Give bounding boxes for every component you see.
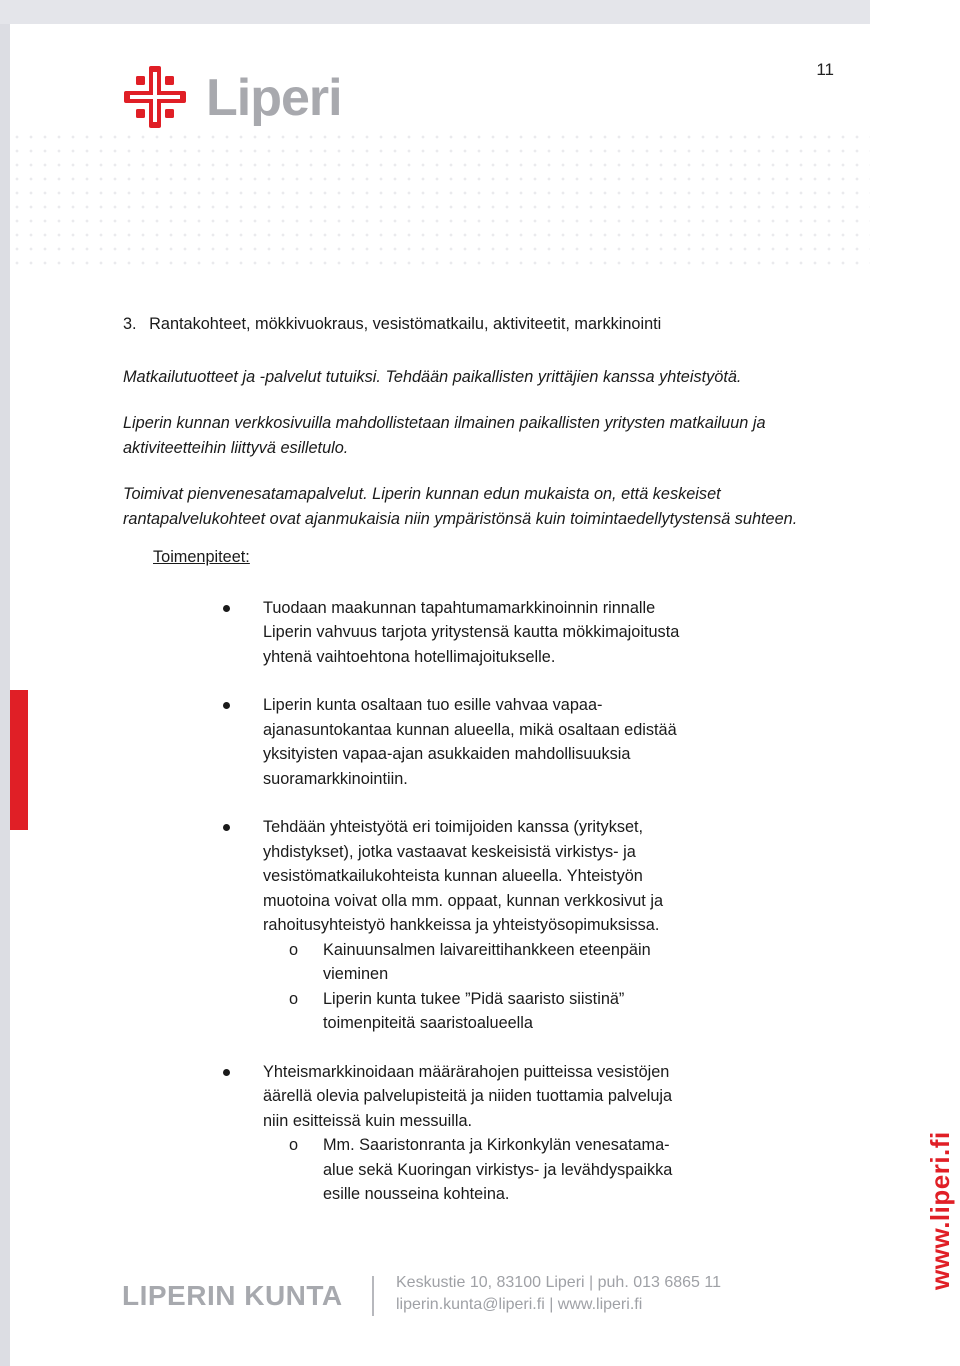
bullet-icon xyxy=(223,702,230,709)
sub-list-item xyxy=(289,1133,693,1207)
sub-bullet-marker: o xyxy=(289,940,299,959)
sub-list-item xyxy=(289,987,693,1036)
list-item xyxy=(123,1060,693,1207)
footer-address: Keskustie 10, 83100 Liperi | puh. 013 6865 11 xyxy=(396,1274,721,1291)
footer-contact: liperin.kunta@liperi.fi | www.liperi.fi xyxy=(396,1296,643,1313)
sub-list xyxy=(263,1133,693,1207)
page-number: 11 xyxy=(816,60,834,79)
list-item-text: Liperin kunta osaltaan tuo esille vahvaa vapaa-ajanasuntokantaa kunnan alueella, mikä osaltaan edistää yksityisten vapaa-ajan asukkaiden mahdollisuuksia suoramarkkinointiin. xyxy=(263,696,677,788)
sub-bullet-marker: o xyxy=(289,1136,299,1154)
actions-list xyxy=(0,596,693,1207)
section-number: 3. xyxy=(123,315,137,333)
intro-paragraph: Matkailutuotteet ja -palvelut tutuiksi. Tehdään paikallisten yrittäjien kanssa yhteistyötä. xyxy=(123,367,742,386)
list-item-text: Tehdään yhteistyötä eri toimijoiden kanssa (yritykset, yhdistykset), jotka vastaavat keskeisistä virkistys- ja vesistömatkailukohteista kunnan alueella. Yhteistyön muotoina voivat olla mm. oppaat, kunnan verkkosivut ja rahoitusyhteistyö hankkeissa ja yhteistyösopimuksissa. xyxy=(263,818,664,934)
list-item-text: Yhteismarkkinoidaan määrärahojen puitteissa vesistöjen äärellä olevia palvelupisteitä ja niiden tuottamia palveluja niin esitteissä kuin messuilla. xyxy=(263,1062,673,1130)
web-presence-paragraph: Liperin kunnan verkkosivuilla mahdollistetaan ilmainen paikallisten yritysten matkailuun ja aktiviteetteihin liittyvä esilletulo. xyxy=(123,414,766,457)
liperi-cross-icon xyxy=(122,62,188,132)
bullet-icon xyxy=(223,1069,230,1076)
list-item xyxy=(123,596,693,670)
sub-list-item-text: Kainuunsalmen laivareittihankkeen eteenpäin vieminen xyxy=(323,940,651,983)
list-item-text: Tuodaan maakunnan tapahtumamarkkinoinnin rinnalle Liperin vahvuus tarjota yritystensä kautta mökkimajoitusta yhtenä vaihtoehtona hotellimajoitukselle. xyxy=(263,598,680,666)
footer-title: LIPERIN KUNTA xyxy=(122,1280,343,1311)
section-heading xyxy=(123,312,833,337)
top-right-strip xyxy=(870,0,960,24)
logo-wordmark: Liperi xyxy=(206,69,342,127)
list-item xyxy=(123,693,693,791)
list-item xyxy=(123,815,693,1036)
top-margin-strip xyxy=(0,0,870,24)
decorative-dot-pattern xyxy=(10,130,870,270)
footer-divider xyxy=(372,1276,374,1316)
actions-label: Toimenpiteet: xyxy=(153,548,250,566)
side-website-url: www.liperi.fi xyxy=(925,1131,955,1290)
document-content xyxy=(123,312,833,1231)
sub-list-item xyxy=(289,938,693,987)
page-footer xyxy=(122,1272,882,1322)
sub-bullet-marker: o xyxy=(289,989,299,1008)
harbour-services-paragraph: Toimivat pienvenesatamapalvelut. Liperin kunnan edun mukaista on, että keskeiset rantapalvelukohteet ovat ajanmukaisia niin ympäristönsä kuin toimintaedellytystensä suhteen. xyxy=(123,485,798,528)
bullet-icon xyxy=(223,605,230,612)
section-title: Rantakohteet, mökkivuokraus, vesistömatkailu, aktiviteetit, markkinointi xyxy=(149,315,662,333)
sub-list xyxy=(263,938,693,1036)
sub-list-item-text: Mm. Saaristonranta ja Kirkonkylän venesatama-alue sekä Kuoringan virkistys- ja levähdyspaikka esille nousseina kohteina. xyxy=(323,1136,673,1203)
sub-list-item-text: Liperin kunta tukee ”Pidä saaristo siistinä” toimenpiteitä saaristoalueella xyxy=(323,989,625,1032)
bullet-icon xyxy=(223,824,230,831)
liperi-logo xyxy=(122,62,352,134)
